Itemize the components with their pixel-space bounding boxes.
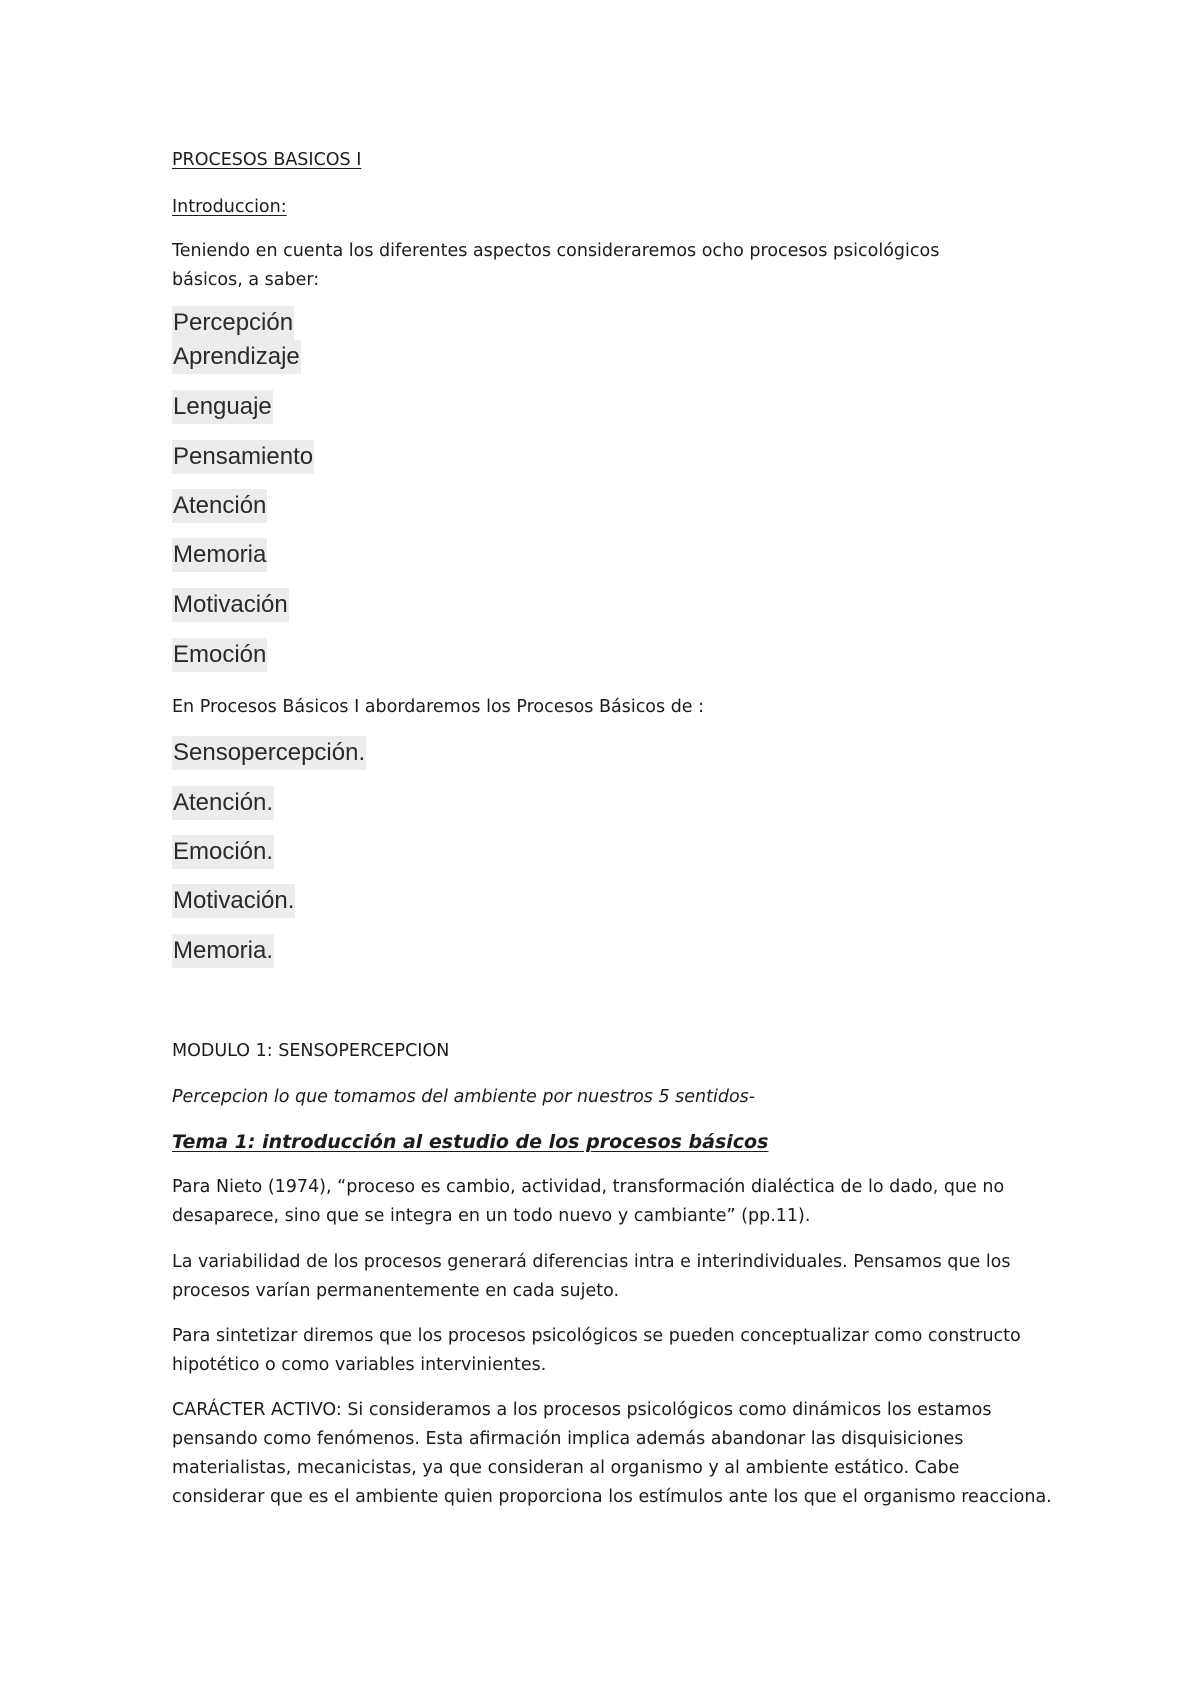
paragraph: Para Nieto (1974), “proceso es cambio, actividad, transformación dialéctica de lo dado, que no desaparece, sino que se integra en un todo nuevo y cambiante” (pp.11). <box>172 1177 1005 1226</box>
module-note: Percepcion lo que tomamos del ambiente por nuestros 5 sentidos- <box>172 1087 756 1107</box>
process-item: Percepción <box>172 306 294 340</box>
process-item: Atención <box>172 489 267 523</box>
pb1-process-item: Memoria. <box>172 934 274 968</box>
intro-heading: Introduccion: <box>172 197 287 217</box>
process-item: Pensamiento <box>172 440 314 474</box>
paragraph: La variabilidad de los procesos generará diferencias intra e interindividuales. Pensamos que los procesos varían permanentemente en cada sujeto. <box>172 1252 1011 1301</box>
paragraph: CARÁCTER ACTIVO: Si consideramos a los procesos psicológicos como dinámicos los estamos pensando como fenómenos. Esta afirmación implica además abandonar las disquisiciones materialistas, mecanicistas, ya que consideran al organismo y al ambiente estático. Cabe considerar que es el ambiente quien proporciona los estímulos ante los que el organismo reacciona. <box>172 1400 1052 1507</box>
intro-paragraph: Teniendo en cuenta los diferentes aspectos consideraremos ocho procesos psicológicos básicos, a saber: <box>172 241 940 290</box>
process-item: Memoria <box>172 538 267 572</box>
pb1-process-item: Motivación. <box>172 884 295 918</box>
paragraph: Para sintetizar diremos que los procesos psicológicos se pueden conceptualizar como constructo hipotético o como variables intervinientes. <box>172 1326 1021 1375</box>
process-item: Motivación <box>172 588 289 622</box>
tema-heading: Tema 1: introducción al estudio de los procesos básicos <box>172 1131 769 1153</box>
module-title: MODULO 1: SENSOPERCEPCION <box>172 1041 450 1061</box>
process-item: Lenguaje <box>172 390 273 424</box>
process-item: Aprendizaje <box>172 340 301 374</box>
pb1-process-item: Atención. <box>172 786 274 820</box>
document-title: PROCESOS BASICOS I <box>172 150 362 170</box>
pb1-process-item: Emoción. <box>172 835 274 869</box>
pb1-intro: En Procesos Básicos I abordaremos los Procesos Básicos de : <box>172 697 705 717</box>
pb1-process-item: Sensopercepción. <box>172 736 366 770</box>
process-item: Emoción <box>172 638 267 672</box>
